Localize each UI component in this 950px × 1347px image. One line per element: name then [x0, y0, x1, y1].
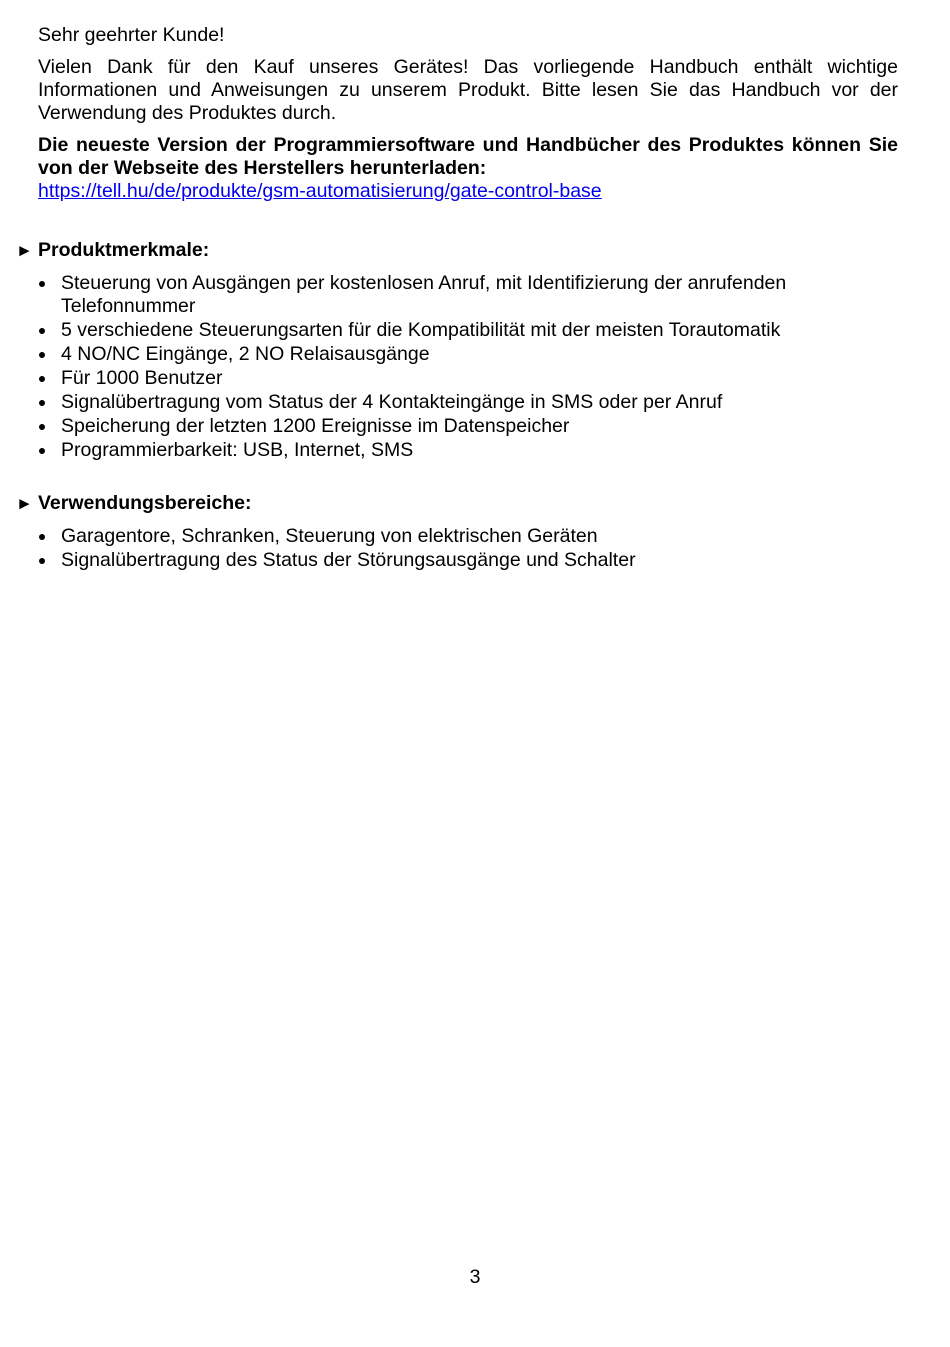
list-item-text: Signalübertragung des Status der Störungsausgänge und Schalter — [61, 549, 636, 571]
bullet-icon — [39, 281, 45, 287]
list-item — [38, 272, 898, 318]
usage-heading — [16, 492, 898, 515]
bullet-icon — [39, 448, 45, 454]
bullet-icon — [39, 534, 45, 540]
list-item — [38, 549, 898, 572]
list-item — [38, 439, 898, 462]
list-item — [38, 525, 898, 548]
bullet-icon — [39, 424, 45, 430]
arrow-right-icon: ► — [16, 241, 33, 260]
list-item-text: 4 NO/NC Eingänge, 2 NO Relaisausgänge — [61, 343, 430, 365]
features-heading-text: Produktmerkmale: — [38, 239, 210, 261]
document-page — [16, 24, 898, 573]
list-item-text: Signalübertragung vom Status der 4 Kontakteingänge in SMS oder per Anruf — [61, 391, 723, 413]
list-item — [38, 391, 898, 414]
list-item-text: Garagentore, Schranken, Steuerung von elektrischen Geräten — [61, 525, 598, 547]
intro-paragraph: Vielen Dank für den Kauf unseres Gerätes! Das vorliegende Handbuch enthält wichtige Informationen und Anweisungen zu unserem Produkt. Bitte lesen Sie das Handbuch vor der Verwendung des Produktes durch. — [38, 56, 898, 124]
list-item — [38, 319, 898, 342]
download-link[interactable]: https://tell.hu/de/produkte/gsm-automatisierung/gate-control-base — [38, 180, 602, 202]
bullet-icon — [39, 352, 45, 358]
usage-heading-text: Verwendungsbereiche: — [38, 492, 252, 514]
list-item — [38, 367, 898, 390]
features-list — [38, 272, 898, 462]
bullet-icon — [39, 400, 45, 406]
list-item-text: Speicherung der letzten 1200 Ereignisse im Datenspeicher — [61, 415, 570, 437]
bullet-icon — [39, 558, 45, 564]
bullet-icon — [39, 328, 45, 334]
list-item — [38, 415, 898, 438]
arrow-right-icon: ► — [16, 494, 33, 513]
list-item-text: Programmierbarkeit: USB, Internet, SMS — [61, 439, 414, 461]
download-notice: Die neueste Version der Programmiersoftware und Handbücher des Produktes können Sie von der Webseite des Herstellers herunterladen: — [38, 134, 898, 179]
bullet-icon — [39, 376, 45, 382]
list-item-text: Für 1000 Benutzer — [61, 367, 223, 389]
list-item-text: 5 verschiedene Steuerungsarten für die Kompatibilität mit der meisten Torautomatik — [61, 319, 781, 341]
features-heading — [16, 239, 898, 262]
download-block — [38, 134, 898, 203]
usage-list — [38, 525, 898, 572]
page-number: 3 — [469, 1266, 481, 1288]
list-item-text: Steuerung von Ausgängen per kostenlosen Anruf, mit Identifizierung der anrufenden Telefonnummer — [61, 272, 787, 317]
greeting: Sehr geehrter Kunde! — [38, 24, 225, 46]
list-item — [38, 343, 898, 366]
